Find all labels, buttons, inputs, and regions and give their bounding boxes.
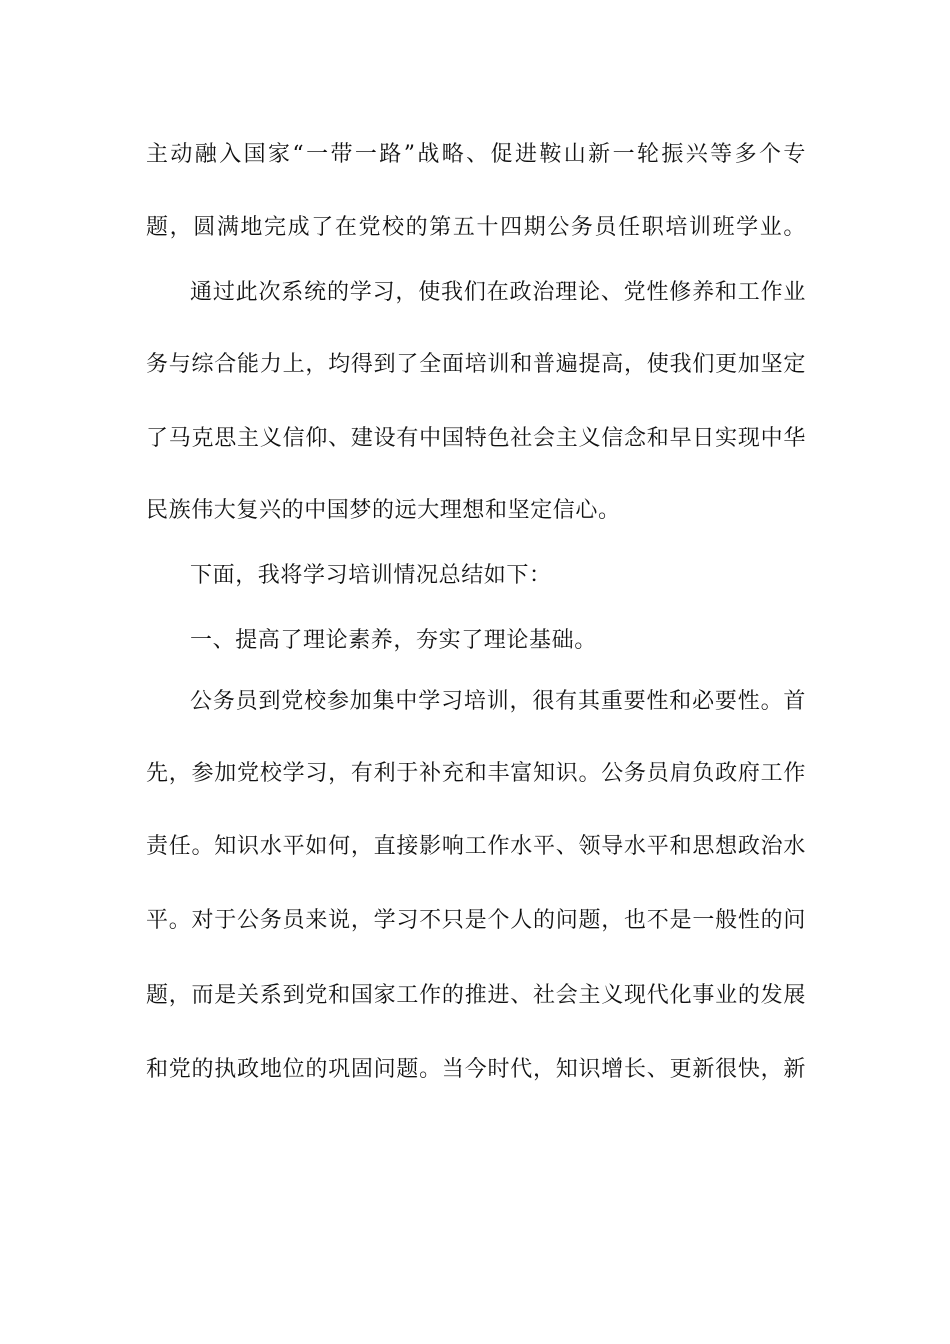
body-text-line: 公务员到党校参加集中学习培训，很有其重要性和必要性。首 bbox=[190, 689, 806, 714]
body-text-line: 通过此次系统的学习，使我们在政治理论、党性修养和工作业 bbox=[190, 280, 806, 305]
body-text-line: 主动融入国家“一带一路”战略、促进鞍山新一轮振兴等多个专 bbox=[146, 142, 806, 167]
section-heading: 一、提高了理论素养，夯实了理论基础。 bbox=[190, 628, 597, 653]
body-text-line: 题，而是关系到党和国家工作的推进、社会主义现代化事业的发展 bbox=[146, 983, 806, 1008]
body-text-line: 先，参加党校学习，有利于补充和丰富知识。公务员肩负政府工作 bbox=[146, 761, 806, 786]
body-text-line: 下面，我将学习培训情况总结如下： bbox=[190, 563, 552, 588]
body-text-line: 和党的执政地位的巩固问题。当今时代，知识增长、更新很快，新 bbox=[146, 1057, 806, 1082]
body-text-line: 平。对于公务员来说，学习不只是个人的问题，也不是一般性的问 bbox=[146, 908, 806, 933]
body-text-line: 了马克思主义信仰、建设有中国特色社会主义信念和早日实现中华 bbox=[146, 426, 806, 451]
body-text-line: 务与综合能力上，均得到了全面培训和普遍提高，使我们更加坚定 bbox=[146, 352, 806, 377]
body-text-line: 民族伟大复兴的中国梦的远大理想和坚定信心。 bbox=[146, 498, 621, 523]
body-text-line: 题，圆满地完成了在党校的第五十四期公务员任职培训班学业。 bbox=[146, 215, 806, 240]
body-text-line: 责任。知识水平如何，直接影响工作水平、领导水平和思想政治水 bbox=[146, 834, 806, 859]
